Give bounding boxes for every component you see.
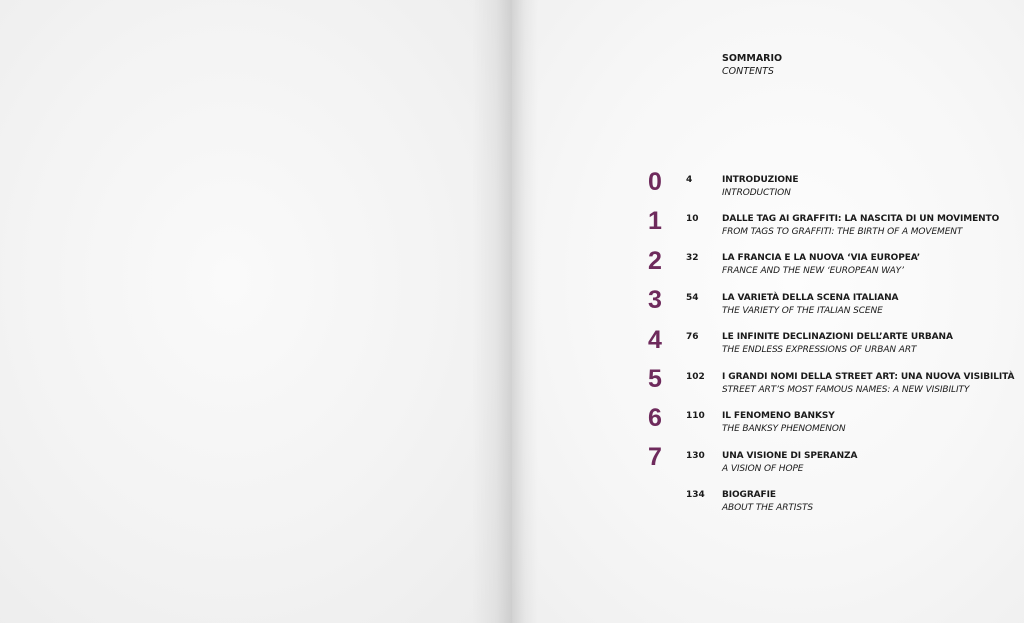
toc-entry[interactable] xyxy=(686,292,1016,322)
toc-page-number: 134 xyxy=(686,490,705,500)
toc-subtitle: FROM TAGS TO GRAFFITI: THE BIRTH OF A MOVEMENT xyxy=(722,227,963,237)
toc-title: BIOGRAFIE xyxy=(722,490,776,500)
toc-subtitle: A VISION OF HOPE xyxy=(722,464,804,474)
chapter-number: 3 xyxy=(648,286,662,314)
toc-title: INTRODUZIONE xyxy=(722,175,799,185)
toc-entry[interactable] xyxy=(686,331,1016,361)
toc-title: LA VARIETÀ DELLA SCENA ITALIANA xyxy=(722,293,899,303)
toc-entry[interactable] xyxy=(686,252,1016,282)
toc-page-number: 102 xyxy=(686,372,705,382)
toc-entry[interactable] xyxy=(686,450,1016,480)
contents-header xyxy=(722,52,782,78)
chapter-number: 6 xyxy=(648,404,662,432)
toc-entry[interactable] xyxy=(686,213,1016,243)
toc-title: LA FRANCIA E LA NUOVA ‘VIA EUROPEA’ xyxy=(722,253,921,263)
contents-title: SOMMARIO xyxy=(722,53,783,64)
toc-title: I GRANDI NOMI DELLA STREET ART: UNA NUOVA VISIBILITÀ xyxy=(722,372,1015,382)
toc-page-number: 110 xyxy=(686,411,705,421)
toc-title: DALLE TAG AI GRAFFITI: LA NASCITA DI UN MOVIMENTO xyxy=(722,214,1000,224)
toc-page-number: 54 xyxy=(686,293,699,303)
chapter-number: 7 xyxy=(648,443,662,471)
chapter-number: 4 xyxy=(648,326,662,354)
toc-title: LE INFINITE DECLINAZIONI DELL’ARTE URBANA xyxy=(722,332,953,342)
toc-subtitle: THE BANKSY PHENOMENON xyxy=(722,424,846,434)
toc-title: UNA VISIONE DI SPERANZA xyxy=(722,451,858,461)
toc-subtitle: ABOUT THE ARTISTS xyxy=(722,503,813,513)
toc-subtitle: THE VARIETY OF THE ITALIAN SCENE xyxy=(722,306,883,316)
toc-page-number: 10 xyxy=(686,214,699,224)
contents-subtitle: CONTENTS xyxy=(722,66,774,77)
toc-subtitle: INTRODUCTION xyxy=(722,188,791,198)
toc-page-number: 130 xyxy=(686,451,705,461)
toc-entry[interactable] xyxy=(686,371,1016,401)
chapter-number: 5 xyxy=(648,365,662,393)
toc-page-number: 32 xyxy=(686,253,699,263)
toc-page-number: 4 xyxy=(686,175,693,185)
toc-subtitle: THE ENDLESS EXPRESSIONS OF URBAN ART xyxy=(722,345,917,355)
toc-page-number: 76 xyxy=(686,332,699,342)
chapter-number: 0 xyxy=(648,168,662,196)
toc-subtitle: STREET ART’S MOST FAMOUS NAMES: A NEW VISIBILITY xyxy=(722,385,970,395)
toc-entry[interactable] xyxy=(686,174,1016,204)
toc-title: IL FENOMENO BANKSY xyxy=(722,411,835,421)
chapter-number: 2 xyxy=(648,247,662,275)
toc-entry[interactable] xyxy=(686,489,1016,519)
chapter-number: 1 xyxy=(648,207,662,235)
toc-subtitle: FRANCE AND THE NEW ‘EUROPEAN WAY’ xyxy=(722,266,904,276)
toc-entry[interactable] xyxy=(686,410,1016,440)
